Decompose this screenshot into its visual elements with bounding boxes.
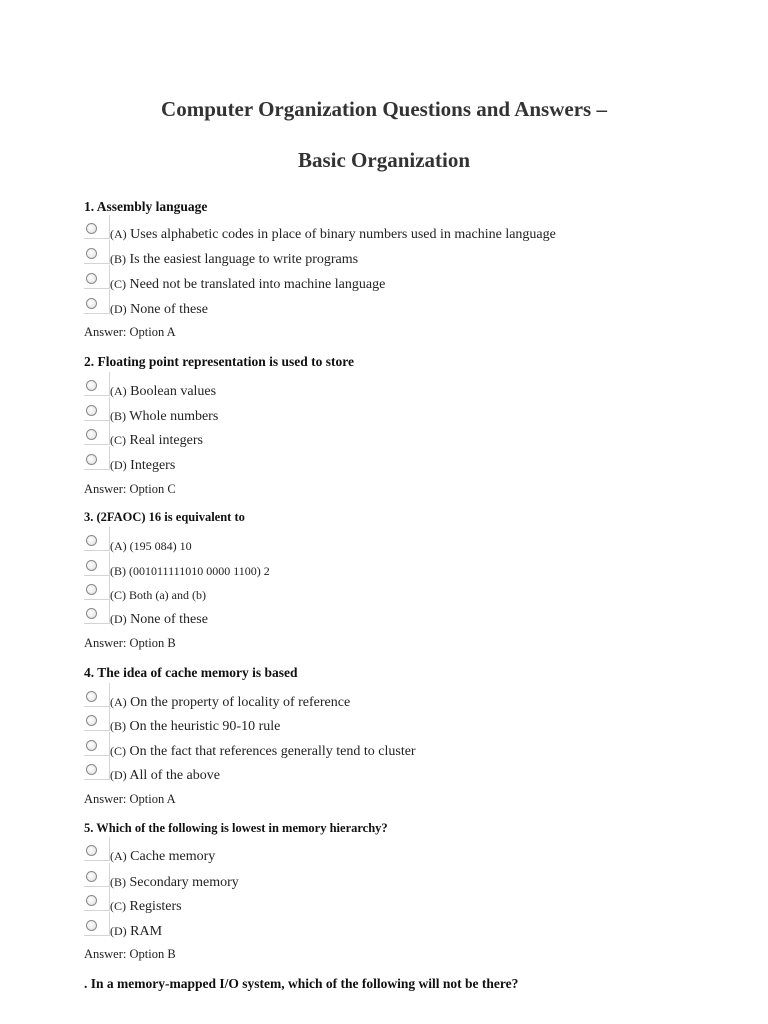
radio-button[interactable] (86, 764, 97, 775)
radio-button[interactable] (86, 429, 97, 440)
option-4d[interactable] (84, 770, 724, 794)
option-letter: (B) (110, 875, 126, 889)
question-5: 5. Which of the following is lowest in memory hierarchy? (84, 821, 388, 835)
radio-button[interactable] (86, 454, 97, 465)
radio-button[interactable] (86, 871, 97, 882)
option-5b[interactable] (84, 877, 724, 901)
option-text: Need not be translated into machine language (129, 277, 386, 292)
option-2b[interactable] (84, 411, 724, 435)
option-text: (001011111010 0000 1100) 2 (129, 564, 270, 578)
option-1a[interactable] (84, 229, 724, 253)
radio-button[interactable] (86, 535, 97, 546)
option-letter: (C) (110, 277, 126, 291)
answer-1: Answer: Option A (84, 325, 176, 339)
option-3b[interactable] (84, 566, 724, 590)
radio-button[interactable] (86, 223, 97, 234)
option-5d[interactable] (84, 926, 724, 950)
option-text: RAM (130, 924, 163, 939)
radio-button[interactable] (86, 273, 97, 284)
option-2a[interactable] (84, 386, 724, 410)
question-4: 4. The idea of cache memory is based (84, 665, 298, 680)
option-5a[interactable] (84, 851, 724, 875)
radio-button[interactable] (86, 248, 97, 259)
answer-3: Answer: Option B (84, 636, 176, 650)
option-letter: (D) (110, 302, 127, 316)
option-text: Integers (130, 458, 176, 473)
radio-button[interactable] (86, 691, 97, 702)
option-4c[interactable] (84, 746, 724, 770)
option-text: Boolean values (130, 384, 217, 399)
radio-button[interactable] (86, 920, 97, 931)
option-text: On the fact that references generally tend to cluster (129, 744, 416, 759)
answer-5: Answer: Option B (84, 947, 176, 961)
option-text: All of the above (129, 768, 220, 783)
option-letter: (D) (110, 612, 127, 626)
option-letter: (A) (110, 539, 127, 553)
option-letter: (A) (110, 849, 127, 863)
option-2d[interactable] (84, 460, 724, 484)
question-6: . In a memory-mapped I/O system, which of the following will not be there? (84, 976, 519, 991)
option-1c[interactable] (84, 279, 724, 303)
option-3d[interactable] (84, 614, 724, 638)
option-letter: (A) (110, 695, 127, 709)
option-text: On the property of locality of reference (130, 695, 351, 710)
radio-button[interactable] (86, 560, 97, 571)
option-4a[interactable] (84, 697, 724, 721)
option-text: Uses alphabetic codes in place of binary numbers used in machine language (130, 227, 556, 242)
option-letter: (C) (110, 744, 126, 758)
option-letter: (D) (110, 458, 127, 472)
option-1b[interactable] (84, 254, 724, 278)
radio-button[interactable] (86, 608, 97, 619)
radio-button[interactable] (86, 895, 97, 906)
question-3: 3. (2FAOC) 16 is equivalent to (84, 510, 245, 524)
option-letter: (C) (110, 588, 126, 602)
option-letter: (B) (110, 719, 126, 733)
option-text: Is the easiest language to write programs (129, 252, 359, 267)
option-letter: (B) (110, 564, 126, 578)
option-text: Cache memory (130, 849, 216, 864)
radio-button[interactable] (86, 380, 97, 391)
option-3c[interactable] (84, 590, 724, 614)
option-letter: (D) (110, 924, 127, 938)
option-letter: (A) (110, 384, 127, 398)
option-text: (195 084) 10 (129, 539, 192, 553)
question-2: 2. Floating point representation is used to store (84, 354, 355, 369)
page-subtitle: Basic Organization (297, 148, 471, 172)
radio-button[interactable] (86, 584, 97, 595)
answer-2: Answer: Option C (84, 482, 176, 496)
option-text: On the heuristic 90-10 rule (129, 719, 281, 734)
option-4b[interactable] (84, 721, 724, 745)
option-1d[interactable] (84, 304, 724, 328)
option-2c[interactable] (84, 435, 724, 459)
radio-button[interactable] (86, 715, 97, 726)
option-text: None of these (130, 302, 208, 317)
option-letter: (D) (110, 768, 127, 782)
question-1: 1. Assembly language (84, 199, 208, 214)
option-letter: (C) (110, 899, 126, 913)
page-title: Computer Organization Questions and Answers – (161, 97, 607, 121)
option-text: Secondary memory (129, 875, 239, 890)
option-3a[interactable] (84, 541, 724, 565)
option-text: Registers (129, 899, 182, 914)
radio-button[interactable] (86, 405, 97, 416)
answer-4: Answer: Option A (84, 792, 176, 806)
radio-button[interactable] (86, 845, 97, 856)
option-letter: (B) (110, 409, 126, 423)
radio-button[interactable] (86, 740, 97, 751)
option-5c[interactable] (84, 901, 724, 925)
option-text: Whole numbers (129, 409, 219, 424)
option-letter: (B) (110, 252, 126, 266)
option-text: Real integers (129, 433, 203, 448)
option-text: None of these (130, 612, 208, 627)
option-letter: (C) (110, 433, 126, 447)
option-text: Both (a) and (b) (129, 588, 206, 602)
radio-button[interactable] (86, 298, 97, 309)
option-letter: (A) (110, 227, 127, 241)
